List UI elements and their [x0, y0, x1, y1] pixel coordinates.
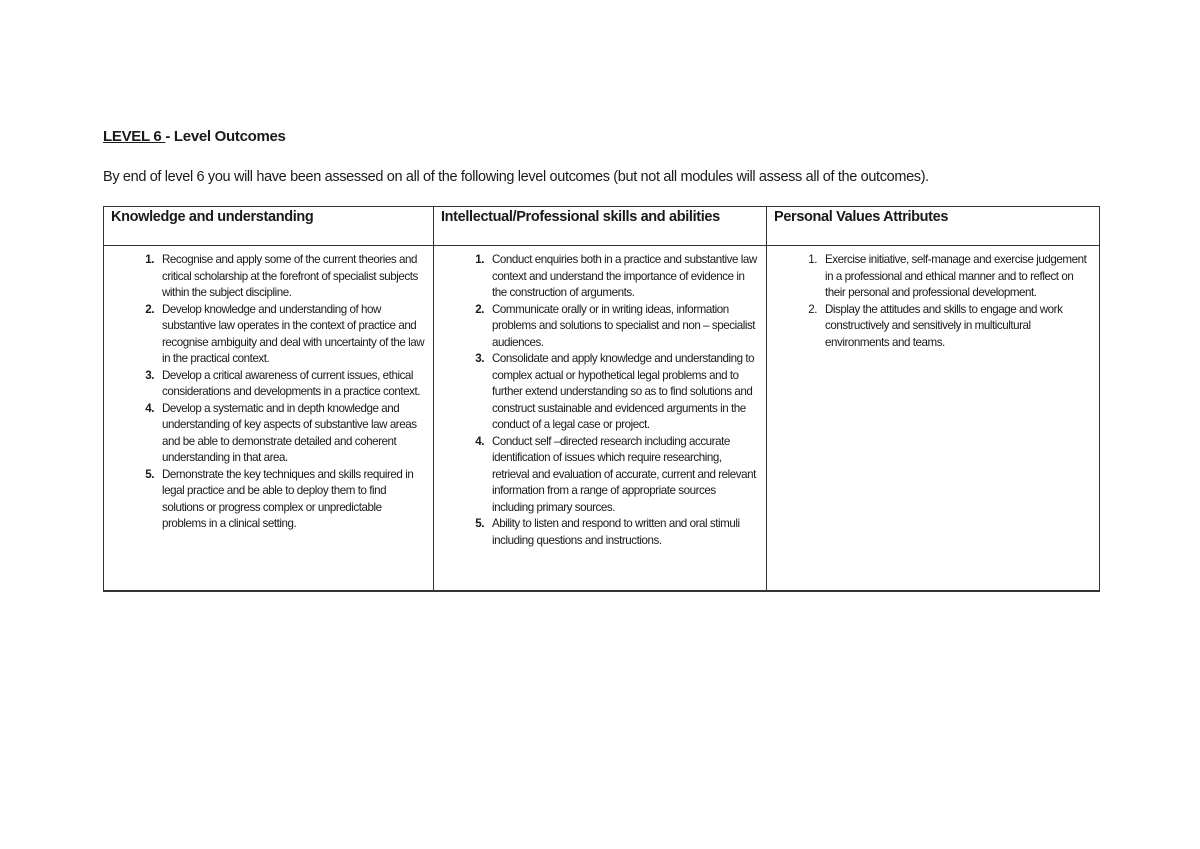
- item-number: 2.: [145, 302, 154, 316]
- list-item: [104, 302, 433, 368]
- table-header-row: [104, 207, 1100, 246]
- level-label: LEVEL 6: [103, 128, 166, 145]
- item-number: 5.: [475, 517, 484, 530]
- item-text: Ability to listen and respond to written and oral stimuli including questions and instructions.: [492, 517, 740, 547]
- list-item: [767, 302, 1099, 352]
- list-item: [104, 401, 433, 467]
- knowledge-cell: [104, 246, 434, 592]
- item-number: 4.: [475, 434, 484, 448]
- item-text: Recognise and apply some of the current theories and critical scholarship at the forefront of specialist subjects within the subject discipline.: [162, 253, 418, 299]
- column-header-skills: Intellectual/Professional skills and abilities: [434, 207, 767, 246]
- title-rest: - Level Outcomes: [165, 128, 286, 145]
- item-text: Conduct enquiries both in a practice and substantive law context and understand the importance of evidence in the construction of arguments.: [492, 253, 757, 299]
- outcomes-table: [103, 206, 1100, 592]
- list-item: [104, 252, 433, 302]
- item-text: Display the attitudes and skills to engage and work constructively and sensitively in multicultural environments and teams.: [825, 302, 1063, 349]
- item-text: Develop a critical awareness of current issues, ethical considerations and developments in a practice context.: [162, 368, 420, 398]
- column-header-knowledge: Knowledge and understanding: [104, 207, 434, 246]
- column-header-values: Personal Values Attributes: [767, 207, 1100, 246]
- list-item: [434, 302, 766, 352]
- intro-text: By end of level 6 you will have been assessed on all of the following level outcomes (but not all modules will assess all of the outcomes).: [103, 169, 929, 185]
- item-number: 2.: [808, 302, 817, 316]
- values-cell: [767, 246, 1100, 592]
- list-item: [434, 252, 766, 302]
- list-item: [434, 434, 766, 517]
- item-text: Demonstrate the key techniques and skills required in legal practice and be able to deploy them to find solutions or progress complex or unpredictable problems in a clinical setting.: [162, 467, 414, 530]
- item-text: Exercise initiative, self-manage and exercise judgement in a professional and ethical manner and to reflect on their personal and professional development.: [825, 253, 1087, 299]
- table-body-row: [104, 246, 1100, 592]
- list-item: [104, 467, 433, 533]
- item-number: 3.: [475, 352, 484, 365]
- item-number: 2.: [475, 302, 484, 316]
- skills-cell: [434, 246, 767, 592]
- item-number: 5.: [145, 467, 154, 481]
- item-text: Develop a systematic and in depth knowledge and understanding of key aspects of substantive law areas and be able to demonstrate detailed and coherent understanding in that area.: [162, 401, 417, 464]
- item-number: 1.: [475, 253, 484, 266]
- knowledge-list: [104, 246, 433, 533]
- list-item: [434, 516, 766, 549]
- item-text: Consolidate and apply knowledge and understanding to complex actual or hypothetical legal problems and to further extend understanding so as to find solutions and construct sustainable and evidenced arguments in the conduct of a legal case or project.: [492, 352, 755, 431]
- item-text: Develop knowledge and understanding of how substantive law operates in the context of practice and recognise ambiguity and deal with uncertainty of the law in the practical context.: [162, 302, 425, 365]
- page-title: [103, 128, 286, 145]
- item-number: 4.: [145, 401, 154, 415]
- values-list: [767, 246, 1099, 351]
- skills-list: [434, 246, 766, 549]
- list-item: [104, 368, 433, 401]
- item-number: 3.: [145, 368, 154, 382]
- item-number: 1.: [145, 253, 154, 266]
- item-number: 1.: [808, 253, 817, 266]
- list-item: [767, 252, 1099, 302]
- item-text: Communicate orally or in writing ideas, information problems and solutions to specialist and non – specialist audiences.: [492, 302, 756, 349]
- item-text: Conduct self –directed research including accurate identification of issues which require researching, retrieval and evaluation of accurate, current and relevant information from a range of appropriate sources including primary sources.: [492, 434, 756, 514]
- list-item: [434, 351, 766, 434]
